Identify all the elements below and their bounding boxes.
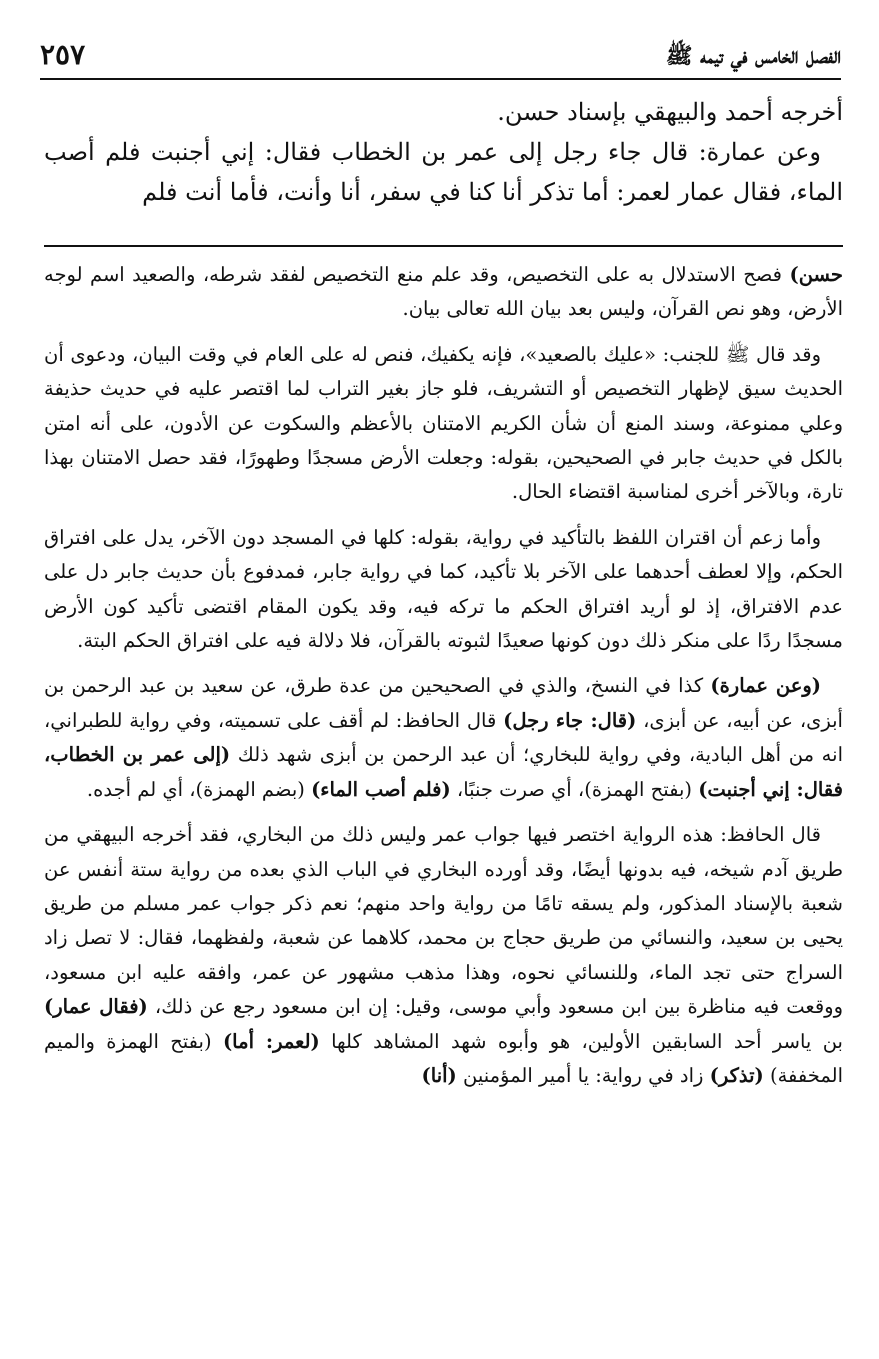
commentary-bold-phrase: (إلى عمر بن الخطاب، فقال: إني أجنبت) — [44, 743, 843, 801]
commentary-paragraph: وقد قال ﷺ للجنب: «عليك بالصعيد»، فإنه يكفيك، فنص له على العام في وقت البيان، ودعوى أن الحديث سيق لإظهار التخصيص أو التشريف، فلو جاز بغير التراب لما اقتصر عليه في حديث حذيفة وعلي ممنوعة، وسند المنع أن شأن الكريم الامتنان بالأعظم والسكوت عن الأدون، على أنه امتن بالكل في حديث جابر في الصحيحين، بقوله: وجعلت الأرض مسجدًا وطهورًا، فقد حصل الامتنان بهذا تارة، وبالآخر أخرى لمناسبة اقتضاء الحال. — [44, 342, 843, 504]
commentary-text: كذا في النسخ، والذي في الصحيحين من عدة طرق، عن سعيد بن عبد الرحمن بن أبزى، عن أبيه، عن أبزى، — [44, 674, 843, 732]
commentary-paragraph — [44, 669, 843, 807]
commentary-bold-phrase: (وعن عمارة) — [710, 674, 821, 698]
commentary-bold-phrase: (أنا) — [421, 1063, 457, 1087]
commentary-bold-phrase: (فقال عمار) — [44, 995, 148, 1019]
commentary-paragraph: وأما زعم أن اقتران اللفظ بالتأكيد في رواية، بقوله: كلها في المسجد دون الآخر، يدل على افتراق الحكم، وإلا لعطف أحدهما على الآخر بلا تأكيد، كما في رواية جابر، فمدفوع بأن حديث جابر دل على عدم الافتراق، إذ لو أريد افتراق الحكم ما تركه فيه، وقد يكون المقام اقتضى تأكيد كون الأرض مسجدًا ردًا على منكر ذلك دون كونها صعيدًا لثبوته بالقرآن، فلا دلالة فيه على افتراق الحكم البتة. — [44, 525, 843, 653]
commentary-paragraph — [44, 818, 843, 1093]
commentary-text: زاد في رواية: يا أمير المؤمنين — [456, 1063, 710, 1087]
page-header — [40, 38, 841, 80]
footnote-separator — [44, 245, 843, 247]
commentary-text: (بفتح الهمزة والميم المخففة) — [44, 1029, 843, 1087]
commentary-text: قال الحافظ: هذه الرواية اختصر فيها جواب عمر وليس ذلك من البخاري، فقد أخرجه البيهقي من طريق آدم شيخه، فيه بدونها أيضًا، وقد أورده البخاري في الباب الذي بعده من رواية ستة أنفس عن شعبة بالإسناد المذكور، ولم يسقه تامًا من رواية واحد منهم؛ نعم ذكر جواب عمر مسلم من طريق يحيى بن سعيد، والنسائي من طريق حجاج بن محمد، كلاهما عن شعبة، ولفظهما، فقال: لا تصل زاد السراج حتى تجد الماء، وللنسائي نحوه، وهذا مذهب مشهور عن عمر، وافقه عليه ابن مسعود، ووقعت فيه مناظرة بين ابن مسعود وأبي موسى، وقيل: إن ابن مسعود رجع عن ذلك، — [44, 823, 843, 1019]
page-number: ٢٥٧ — [40, 38, 86, 71]
main-paragraph: وعن عمارة: قال جاء رجل إلى عمر بن الخطاب فقال: إني أجنبت فلم أصب الماء، فقال عمار لعمر: أما تذكر أنا كنا في سفر، أنا وأنت، فأما أنت فلم — [44, 138, 843, 206]
commentary-bold-phrase: حسن) — [789, 263, 843, 286]
chapter-title: الفصل الخامس في تيمه ﷺ — [665, 43, 841, 69]
main-text — [44, 92, 843, 212]
commentary-bold-phrase: (تذكر) — [709, 1063, 764, 1087]
commentary-paragraph — [44, 258, 843, 327]
commentary-bold-phrase: (فلم أصب الماء) — [311, 777, 451, 801]
commentary-bold-phrase: (لعمر: أما) — [222, 1029, 320, 1053]
commentary-text: (بضم الهمزة)، أي لم أجده. — [86, 777, 312, 801]
commentary-bold-phrase: (قال: جاء رجل) — [503, 708, 637, 732]
commentary-text: فصح الاستدلال به على التخصيص، وقد علم منع التخصيص لفقد شرطه، والصعيد اسم لوجه الأرض، وهو نص القرآن، وليس بعد بيان الله تعالى بيان. — [44, 263, 843, 321]
main-paragraph: أخرجه أحمد والبيهقي بإسناد حسن. — [497, 98, 843, 126]
commentary-text: (بفتح الهمزة)، أي صرت جنبًا، — [450, 777, 699, 801]
commentary — [44, 258, 843, 1104]
commentary-text: بن ياسر أحد السابقين الأولين، هو وأبوه شهد المشاهد كلها — [319, 1029, 843, 1053]
commentary-text: قال الحافظ: لم أقف على تسميته، وفي رواية للطبراني، انه من أهل البادية، وفي رواية للبخاري؛ أن عبد الرحمن بن أبزى شهد ذلك — [44, 708, 843, 767]
